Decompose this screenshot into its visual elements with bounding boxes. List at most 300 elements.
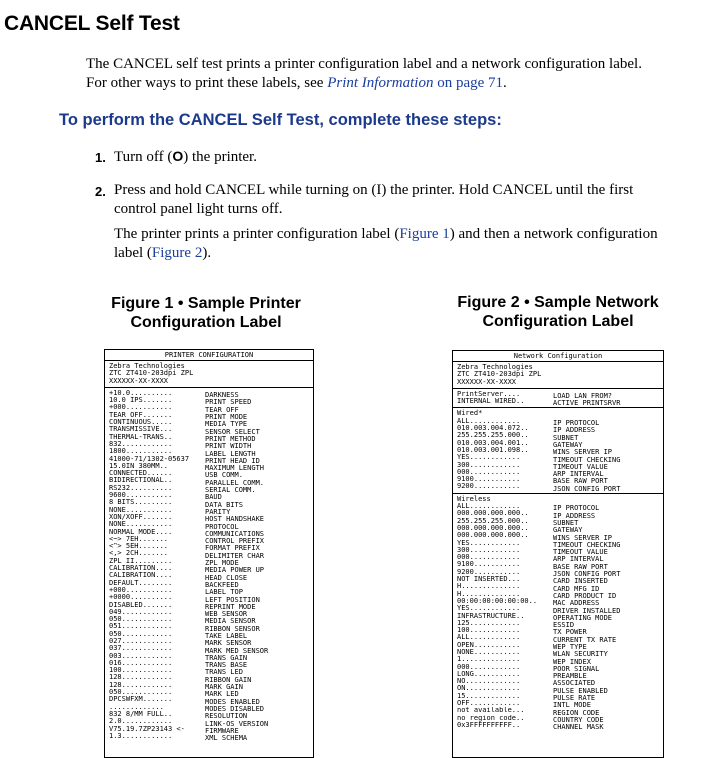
setting-name: COMMUNICATIONS xyxy=(205,529,265,538)
setting-row xyxy=(109,631,309,638)
steps-heading: To perform the CANCEL Self Test, complete these steps: xyxy=(59,111,502,129)
setting-name: ZPL MODE xyxy=(205,559,239,568)
setting-row xyxy=(109,492,309,502)
setting-row xyxy=(457,597,659,608)
result-line-2 xyxy=(114,244,694,263)
setting-value: CONNECTED...... xyxy=(109,470,173,478)
setting-row xyxy=(109,594,309,604)
setting-name: IP PROTOCOL xyxy=(553,419,600,428)
setting-name: LABEL TOP xyxy=(205,588,243,597)
step-1-post: ) the printer. xyxy=(183,149,257,165)
setting-row xyxy=(457,627,659,637)
setting-row xyxy=(457,398,659,408)
setting-value: NORMAL MODE.... xyxy=(109,528,173,536)
block-title: Wireless xyxy=(457,494,491,503)
setting-name: ACTIVE PRINTSRVR xyxy=(553,399,621,408)
setting-row xyxy=(109,484,309,495)
setting-row xyxy=(109,572,309,582)
setting-value: 15.0IN 380MM.. xyxy=(109,462,169,470)
setting-name: PROTOCOL xyxy=(205,522,239,531)
setting-value: <,> 2CH....... xyxy=(109,550,169,558)
setting-row xyxy=(457,417,659,428)
label-header-line: XXXXXX-XX-XXXX xyxy=(109,376,169,385)
setting-value: 300............ xyxy=(457,461,521,469)
setting-name: MEDIA POWER UP xyxy=(205,566,265,575)
setting-row xyxy=(109,726,309,733)
setting-name: TIMEOUT VALUE xyxy=(553,462,608,471)
setting-row xyxy=(457,462,659,469)
setting-row xyxy=(109,397,309,407)
result-pre: The printer prints a printer configuration label ( xyxy=(114,226,400,242)
off-symbol: O xyxy=(172,148,184,164)
setting-name: WEP INDEX xyxy=(553,657,591,666)
setting-name: REGION CODE xyxy=(553,708,600,717)
setting-row xyxy=(457,510,659,520)
setting-row xyxy=(457,656,659,666)
setting-name: WEB SENSOR xyxy=(205,610,248,619)
setting-row xyxy=(457,685,659,695)
setting-name: DATA BITS xyxy=(205,500,243,509)
setting-row xyxy=(457,568,659,579)
setting-row xyxy=(109,689,309,699)
setting-name: PRINT MODE xyxy=(205,413,248,422)
setting-value: LONG........... xyxy=(457,670,521,678)
setting-name: LOAD LAN FROM? xyxy=(553,392,613,401)
figure-2-caption xyxy=(452,293,664,331)
setting-row xyxy=(109,681,309,692)
setting-row xyxy=(457,524,659,535)
setting-value: 050............ xyxy=(109,630,173,638)
setting-value: YES............ xyxy=(457,539,521,547)
setting-value: 9100........... xyxy=(457,561,521,569)
setting-row xyxy=(457,591,659,598)
network-configuration-label xyxy=(452,350,664,758)
setting-name: CARD MFG ID xyxy=(553,584,600,593)
setting-row xyxy=(109,404,309,414)
setting-row xyxy=(109,470,309,480)
setting-name: PRINT HEAD ID xyxy=(205,456,260,465)
wireless-block xyxy=(453,494,663,732)
setting-row xyxy=(109,565,309,575)
setting-value: 000.000.000.000.. xyxy=(457,524,529,532)
setting-row xyxy=(457,432,659,442)
setting-name: HEAD CLOSE xyxy=(205,573,248,582)
figure-1-caption-line-1: Figure 1 • Sample Printer xyxy=(111,295,301,312)
setting-value: H.............. xyxy=(457,583,521,591)
setting-value: no region code.. xyxy=(457,714,525,722)
setting-row xyxy=(109,602,309,609)
label-header-line: Zebra Technologies xyxy=(109,362,185,370)
setting-row xyxy=(109,704,309,711)
setting-name: POOR SIGNAL xyxy=(553,664,600,673)
setting-value: 9200........... xyxy=(457,568,521,576)
step-text xyxy=(114,147,694,167)
setting-value: 128............ xyxy=(109,674,173,682)
setting-row xyxy=(109,557,309,568)
setting-value: 1.............. xyxy=(457,656,521,664)
setting-name: IP ADDRESS xyxy=(553,511,596,520)
setting-value: 00:00:00:00:00:00.. xyxy=(457,597,538,605)
setting-value: 1.3............ xyxy=(109,732,173,740)
setting-value: 000............ xyxy=(457,663,521,671)
setting-name: PARALLEL COMM. xyxy=(205,478,265,487)
setting-name: WINS SERVER IP xyxy=(553,533,613,542)
setting-value: <~> 7EH....... xyxy=(109,535,169,543)
setting-value: 300............ xyxy=(457,546,521,554)
setting-name: TIMEOUT CHECKING xyxy=(553,540,621,549)
setting-value: THERMAL-TRANS.. xyxy=(109,433,173,441)
setting-value: 832............ xyxy=(109,440,173,448)
setting-row xyxy=(109,637,309,648)
intro-paragraph xyxy=(86,55,686,93)
block-title: Wired* xyxy=(457,409,483,418)
setting-row xyxy=(457,707,659,717)
setting-row xyxy=(457,468,659,479)
setting-row xyxy=(109,732,309,743)
setting-name: XML SCHEMA xyxy=(205,734,248,743)
setting-value: DISABLED....... xyxy=(109,601,173,609)
setting-value: 003............ xyxy=(109,652,173,660)
setting-name: TRANS GAIN xyxy=(205,653,248,662)
setting-value: 016............ xyxy=(109,659,173,667)
setting-name: CURRENT TX RATE xyxy=(553,635,617,644)
print-information-link[interactable]: Print Information xyxy=(327,75,434,91)
setting-value: CALIBRATION.... xyxy=(109,572,173,580)
setting-value: BIDIRECTIONAL.. xyxy=(109,477,173,485)
setting-value: NONE........... xyxy=(109,521,173,529)
setting-name: SERIAL COMM. xyxy=(205,486,256,495)
result-mid: ) and then a network configuration xyxy=(449,226,658,242)
setting-value: 9600........... xyxy=(109,492,173,500)
setting-value: 000............ xyxy=(457,468,521,476)
setting-row xyxy=(109,674,309,684)
setting-row xyxy=(109,550,309,560)
setting-value: YES............ xyxy=(457,454,521,462)
step-number: 2. xyxy=(95,184,106,199)
setting-value: 125............ xyxy=(457,619,521,627)
setting-value: 010.003.004.001.. xyxy=(457,439,529,447)
step-2-line-1: Press and hold CANCEL while turning on (I) the printer. Hold CANCEL until the first xyxy=(114,182,634,198)
setting-row xyxy=(109,434,309,441)
setting-value: V75.19.7ZP23143 <- xyxy=(109,725,185,733)
page-title: CANCEL Self Test xyxy=(4,12,180,35)
setting-name: ESSID xyxy=(553,621,575,630)
setting-value: 010.003.001.098.. xyxy=(457,446,529,454)
setting-value: NOT INSERTED... xyxy=(457,576,521,584)
setting-name: FIRMWARE xyxy=(205,726,239,735)
setting-row xyxy=(457,446,659,457)
setting-name: MEDIA TYPE xyxy=(205,420,248,429)
setting-value: CALIBRATION.... xyxy=(109,565,173,573)
setting-value: INFRASTRUCTURE.. xyxy=(457,612,525,620)
setting-name: LINK-OS VERSION xyxy=(205,719,269,728)
setting-row xyxy=(457,576,659,586)
setting-value: CONTINUOUS..... xyxy=(109,419,173,427)
setting-row xyxy=(109,499,309,509)
setting-row xyxy=(457,700,659,710)
setting-value: 000.000.000.000.. xyxy=(457,510,529,518)
setting-name: MAXIMUM LENGTH xyxy=(205,464,265,473)
setting-row xyxy=(109,653,309,660)
setting-name: GATEWAY xyxy=(553,440,583,449)
setting-row xyxy=(109,659,309,670)
figure-2-caption-line-1: Figure 2 • Sample Network xyxy=(457,294,659,311)
setting-row xyxy=(457,619,659,630)
setting-value: 2.0............ xyxy=(109,718,173,726)
setting-name: REPRINT MODE xyxy=(205,602,256,611)
setting-value: NONE........... xyxy=(457,648,521,656)
setting-row xyxy=(109,645,309,655)
setting-row xyxy=(457,648,659,659)
setting-row xyxy=(109,696,309,706)
setting-name: CONTROL PREFIX xyxy=(205,537,265,546)
setting-row xyxy=(109,507,309,514)
setting-value: 15............. xyxy=(457,692,521,700)
figure-1-link[interactable]: Figure 1 xyxy=(399,226,450,242)
setting-row xyxy=(457,454,659,464)
setting-row xyxy=(109,616,309,626)
label-header-line: ZTC ZT410-203dpi ZPL xyxy=(109,369,194,378)
setting-value: INTERNAL WIRED.. xyxy=(457,398,525,406)
setting-value: 255.255.255.000.. xyxy=(457,432,529,440)
setting-name: BACKFEED xyxy=(205,580,239,589)
page-reference-link[interactable]: on page 71 xyxy=(433,75,504,91)
setting-value: 9100........... xyxy=(457,476,521,484)
load-lan-block xyxy=(453,389,663,409)
setting-value: 41000-71/1302-05637 xyxy=(109,455,190,463)
setting-row xyxy=(109,608,309,619)
setting-name: PARITY xyxy=(205,507,231,516)
setting-value: 049............ xyxy=(109,608,173,616)
setting-value: ............. xyxy=(109,703,164,711)
setting-name: BASE RAW PORT xyxy=(553,477,608,486)
label-title: Network Configuration xyxy=(453,351,663,362)
setting-value: PrintServer.... xyxy=(457,390,521,398)
setting-name: IP ADDRESS xyxy=(553,426,596,435)
setting-row xyxy=(109,440,309,451)
setting-row xyxy=(457,503,659,513)
setting-value: ON............. xyxy=(457,685,521,693)
label-header xyxy=(453,362,663,389)
figure-2-caption-line-2: Configuration Label xyxy=(482,313,634,330)
setting-row xyxy=(109,718,309,728)
setting-row xyxy=(457,554,659,564)
setting-value: 9200........... xyxy=(457,483,521,491)
setting-value: TRANSMISSIVE... xyxy=(109,426,173,434)
setting-name: TRANS LED xyxy=(205,668,243,677)
setting-name: RESOLUTION xyxy=(205,712,248,721)
setting-row xyxy=(457,546,659,557)
setting-name: MAC ADDRESS xyxy=(553,599,600,608)
setting-name: OPERATING MODE xyxy=(553,613,613,622)
setting-row xyxy=(457,678,659,688)
setting-name: TEAR OFF xyxy=(205,405,239,414)
figure-2-link[interactable]: Figure 2 xyxy=(151,245,203,261)
setting-row xyxy=(109,521,309,531)
setting-value: OPEN........... xyxy=(457,641,521,649)
setting-row xyxy=(457,613,659,620)
setting-value: 000.000.000.000.. xyxy=(457,532,529,540)
setting-row xyxy=(457,721,659,732)
setting-name: HOST HANDSHAKE xyxy=(205,515,265,524)
setting-name: JSON CONFIG PORT xyxy=(553,484,621,493)
setting-name: IP PROTOCOL xyxy=(553,504,600,513)
setting-value: TEAR OFF....... xyxy=(109,411,173,419)
setting-value: 0x3FFFFFFFFFF.. xyxy=(457,721,521,729)
setting-name: RIBBON GAIN xyxy=(205,675,252,684)
setting-name: MARK LED xyxy=(205,690,239,699)
setting-row xyxy=(109,411,309,422)
setting-row xyxy=(109,667,309,677)
setting-row xyxy=(457,540,659,547)
setting-name: PRINT WIDTH xyxy=(205,442,252,451)
setting-value: 027............ xyxy=(109,637,173,645)
setting-value: 051............ xyxy=(109,623,173,631)
setting-name: WEP TYPE xyxy=(553,642,587,651)
setting-name: SUBNET xyxy=(553,518,579,527)
wired-block xyxy=(453,408,663,493)
setting-row xyxy=(109,477,309,487)
setting-value: 255.255.255.000.. xyxy=(457,517,529,525)
result-line-2-pre: label ( xyxy=(114,245,152,261)
setting-row xyxy=(457,476,659,486)
setting-value: not available... xyxy=(457,707,525,715)
setting-row xyxy=(457,605,659,615)
label-header-line: ZTC ZT410-203dpi ZPL xyxy=(457,370,542,379)
setting-row xyxy=(109,462,309,473)
setting-name: ARP INTERVAL xyxy=(553,470,604,479)
setting-name: PULSE ENABLED xyxy=(553,686,608,695)
setting-value: 128............ xyxy=(109,681,173,689)
setting-value: ALL............ xyxy=(457,503,521,511)
setting-name: TIMEOUT VALUE xyxy=(553,548,608,557)
printer-configuration-label xyxy=(104,349,314,758)
setting-value: 832 8/MM FULL.. xyxy=(109,710,173,718)
setting-value: DEFAULT........ xyxy=(109,579,173,587)
intro-line-2-end: . xyxy=(503,75,507,91)
setting-name: CHANNEL MASK xyxy=(553,723,604,732)
setting-name: ARP INTERVAL xyxy=(553,555,604,564)
setting-row xyxy=(109,456,309,463)
setting-row xyxy=(457,634,659,644)
setting-row xyxy=(457,583,659,593)
setting-row xyxy=(457,532,659,542)
setting-value: NO............. xyxy=(457,678,521,686)
setting-name: JSON CONFIG PORT xyxy=(553,570,621,579)
setting-value: +000........... xyxy=(109,586,173,594)
setting-value: 10.0 IPS....... xyxy=(109,397,173,405)
intro-line-2-text: For other ways to print these labels, see xyxy=(86,75,328,91)
setting-value: +000........... xyxy=(109,404,173,412)
setting-row xyxy=(109,448,309,458)
setting-name: MARK GAIN xyxy=(205,683,243,692)
setting-row xyxy=(457,483,659,493)
figure-1-caption xyxy=(100,294,312,332)
setting-value: <^> 5EH....... xyxy=(109,543,169,551)
setting-name: FORMAT PREFIX xyxy=(205,544,260,553)
setting-name: ASSOCIATED xyxy=(553,679,596,688)
setting-row xyxy=(457,518,659,525)
setting-name: MARK MED SENSOR xyxy=(205,646,269,655)
setting-value: +10.0.......... xyxy=(109,389,173,397)
setting-name: DELIMITER CHAR xyxy=(205,551,265,560)
setting-row xyxy=(109,513,309,524)
setting-value: RS232.......... xyxy=(109,484,173,492)
setting-name: GATEWAY xyxy=(553,526,583,535)
setting-name: SUBNET xyxy=(553,433,579,442)
setting-value: 010.003.004.072.. xyxy=(457,425,529,433)
setting-value: NONE........... xyxy=(109,506,173,514)
result-paragraph xyxy=(114,225,694,263)
setting-row xyxy=(109,426,309,436)
setting-value: 100............ xyxy=(109,667,173,675)
setting-row xyxy=(109,389,309,400)
setting-row xyxy=(457,425,659,435)
label-settings xyxy=(105,388,313,742)
label-header-line: Zebra Technologies xyxy=(457,363,533,371)
setting-row xyxy=(457,670,659,681)
setting-value: 1800........... xyxy=(109,448,173,456)
intro-line-1: The CANCEL self test prints a printer configuration label and a network configuration label. xyxy=(86,56,642,72)
setting-name: TRANS BASE xyxy=(205,661,248,670)
setting-name: BAUD xyxy=(205,493,222,502)
setting-name: TIMEOUT CHECKING xyxy=(553,455,621,464)
setting-name: CARD PRODUCT ID xyxy=(553,591,617,600)
setting-name: LEFT POSITION xyxy=(205,595,260,604)
setting-name: PRINT METHOD xyxy=(205,434,256,443)
setting-row xyxy=(457,692,659,703)
label-header xyxy=(105,361,313,388)
setting-value: DPCSWFXM....... xyxy=(109,696,173,704)
setting-row xyxy=(457,715,659,722)
setting-name: INTL MODE xyxy=(553,701,591,710)
setting-name: MODES DISABLED xyxy=(205,704,265,713)
intro-line-2 xyxy=(86,74,686,93)
setting-value: 050............ xyxy=(109,689,173,697)
setting-value: 8 BITS......... xyxy=(109,499,173,507)
setting-row xyxy=(457,561,659,571)
setting-name: DARKNESS xyxy=(205,391,239,400)
setting-row xyxy=(109,543,309,553)
setting-name: CARD INSERTED xyxy=(553,577,608,586)
setting-row xyxy=(457,664,659,671)
setting-row xyxy=(109,623,309,633)
setting-value: YES............ xyxy=(457,605,521,613)
setting-row xyxy=(109,529,309,536)
setting-name: WLAN SECURITY xyxy=(553,650,608,659)
setting-row xyxy=(109,535,309,546)
setting-row xyxy=(457,390,659,401)
setting-value: 050............ xyxy=(109,616,173,624)
setting-name: USB COMM. xyxy=(205,471,243,480)
setting-name: BASE RAW PORT xyxy=(553,562,608,571)
setting-name: TX POWER xyxy=(553,628,587,637)
setting-name: WINS SERVER IP xyxy=(553,448,613,457)
setting-row xyxy=(109,580,309,587)
step-2-line-2: control panel light turns off. xyxy=(114,201,283,217)
setting-value: XON/XOFF....... xyxy=(109,513,173,521)
setting-value: ZPL II......... xyxy=(109,557,173,565)
setting-name: DRIVER INSTALLED xyxy=(553,606,621,615)
setting-name: MODES ENABLED xyxy=(205,697,260,706)
result-line-2-end: ). xyxy=(202,245,212,261)
setting-name: PRINT SPEED xyxy=(205,398,252,407)
setting-row xyxy=(109,419,309,429)
step-number: 1. xyxy=(95,150,106,165)
figure-1-caption-line-2: Configuration Label xyxy=(130,314,282,331)
step-1-pre: Turn off ( xyxy=(114,149,173,165)
setting-value: H.............. xyxy=(457,590,521,598)
